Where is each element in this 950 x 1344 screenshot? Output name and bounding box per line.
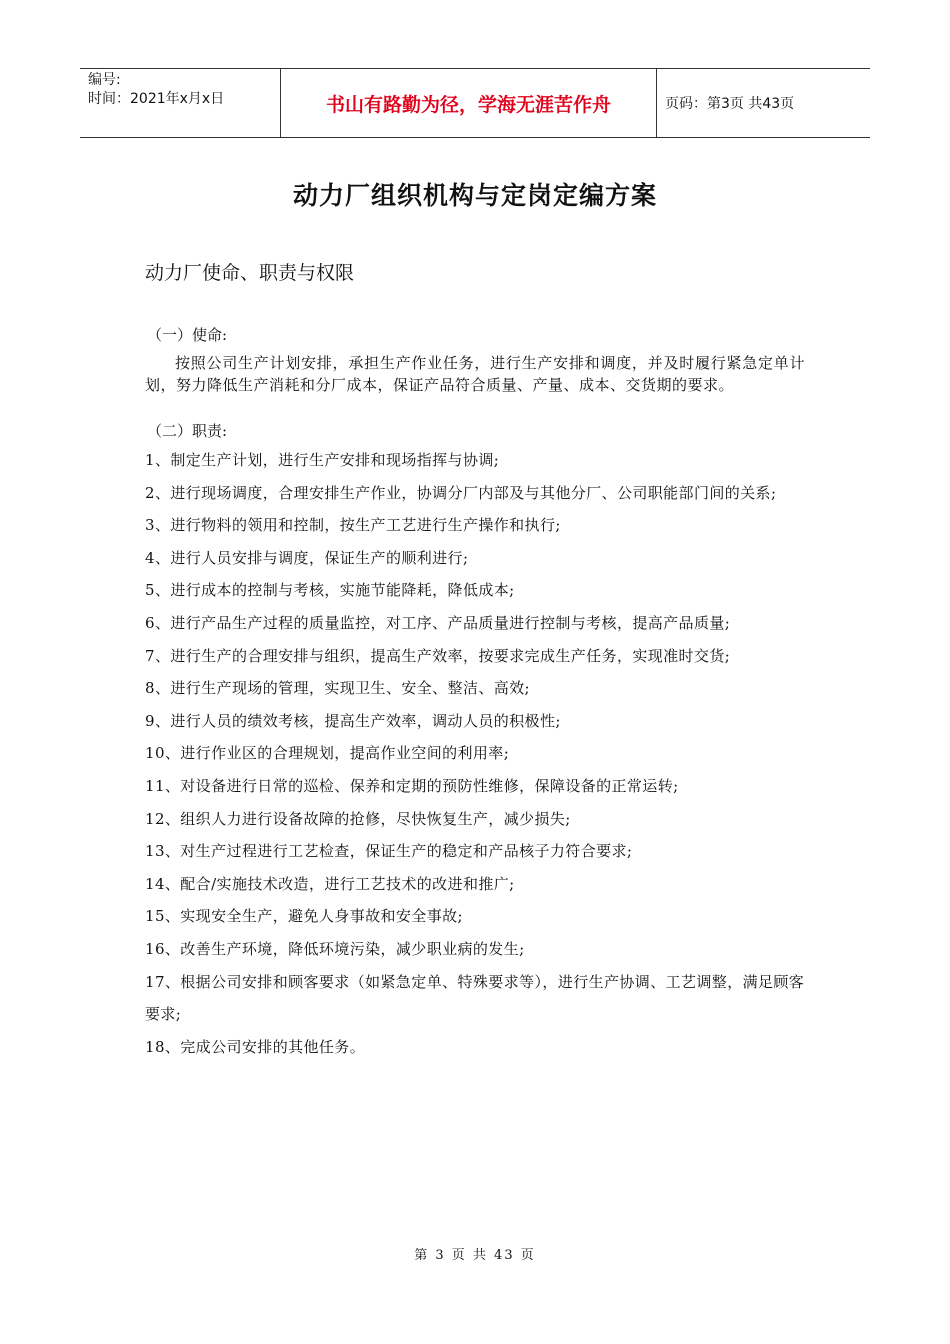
page-footer: 第 3 页 共 43 页	[414, 1248, 536, 1263]
header-page-code: 页码：第3页 共43页	[665, 96, 795, 112]
list-item: 17、根据公司安排和顾客要求（如紧急定单、特殊要求等），进行生产协调、工艺调整，满足顾客要求;	[145, 972, 805, 1024]
list-item: 5、进行成本的控制与考核，实施节能降耗，降低成本;	[145, 581, 515, 600]
document-time-label: 时间：2021年x月x日	[88, 91, 225, 107]
document-title: 动力厂组织机构与定岗定编方案	[292, 181, 657, 210]
list-item: 14、配合/实施技术改造，进行工艺技术的改进和推广;	[145, 874, 515, 893]
list-item: 12、组织人力进行设备故障的抢修，尽快恢复生产，减少损失;	[145, 809, 571, 828]
list-item: 7、进行生产的合理安排与组织，提高生产效率，按要求完成生产任务，实现准时交货;	[145, 646, 731, 665]
list-item: 11、对设备进行日常的巡检、保养和定期的预防性维修，保障设备的正常运转;	[145, 776, 679, 795]
section-heading: 动力厂使命、职责与权限	[145, 262, 355, 284]
list-item: 4、进行人员安排与调度，保证生产的顺利进行;	[145, 548, 469, 567]
list-item: 2、进行现场调度，合理安排生产作业，协调分厂内部及与其他分厂、公司职能部门间的关系;	[145, 483, 777, 502]
spacer	[145, 396, 805, 418]
list-item: 6、进行产品生产过程的质量监控，对工序、产品质量进行控制与考核，提高产品质量;	[145, 613, 731, 632]
list-item: 13、对生产过程进行工艺检查，保证生产的稳定和产品核子力符合要求;	[145, 842, 633, 861]
list-item: 10、进行作业区的合理规划，提高作业空间的利用率;	[145, 744, 510, 763]
header-motto: 书山有路勤为径，学海无涯苦作舟	[280, 69, 657, 137]
document-body	[145, 322, 805, 1063]
list-item: 18、完成公司安排的其他任务。	[145, 1037, 366, 1056]
document-number-label: 编号:	[88, 72, 121, 88]
list-item: 15、实现安全生产，避免人身事故和安全事故;	[145, 907, 463, 926]
list-item: 8、进行生产现场的管理，实现卫生、安全、整洁、高效;	[145, 679, 530, 698]
list-item: 3、进行物料的领用和控制，按生产工艺进行生产操作和执行;	[145, 516, 561, 535]
page-header	[80, 68, 870, 138]
list-item: 9、进行人员的绩效考核，提高生产效率，调动人员的积极性;	[145, 711, 561, 730]
duties-list	[145, 444, 805, 1063]
mission-paragraph: 按照公司生产计划安排，承担生产作业任务，进行生产安排和调度，并及时履行紧急定单计划，努力降低生产消耗和分厂成本，保证产品符合质量、产量、成本、交货期的要求。	[145, 354, 805, 394]
list-item: 1、制定生产计划，进行生产安排和现场指挥与协调;	[145, 451, 500, 469]
list-item: 16、改善生产环境，降低环境污染，减少职业病的发生;	[145, 939, 525, 958]
header-meta	[80, 69, 280, 137]
duties-heading: （二）职责:	[147, 422, 228, 440]
mission-heading: （一）使命:	[147, 326, 228, 344]
